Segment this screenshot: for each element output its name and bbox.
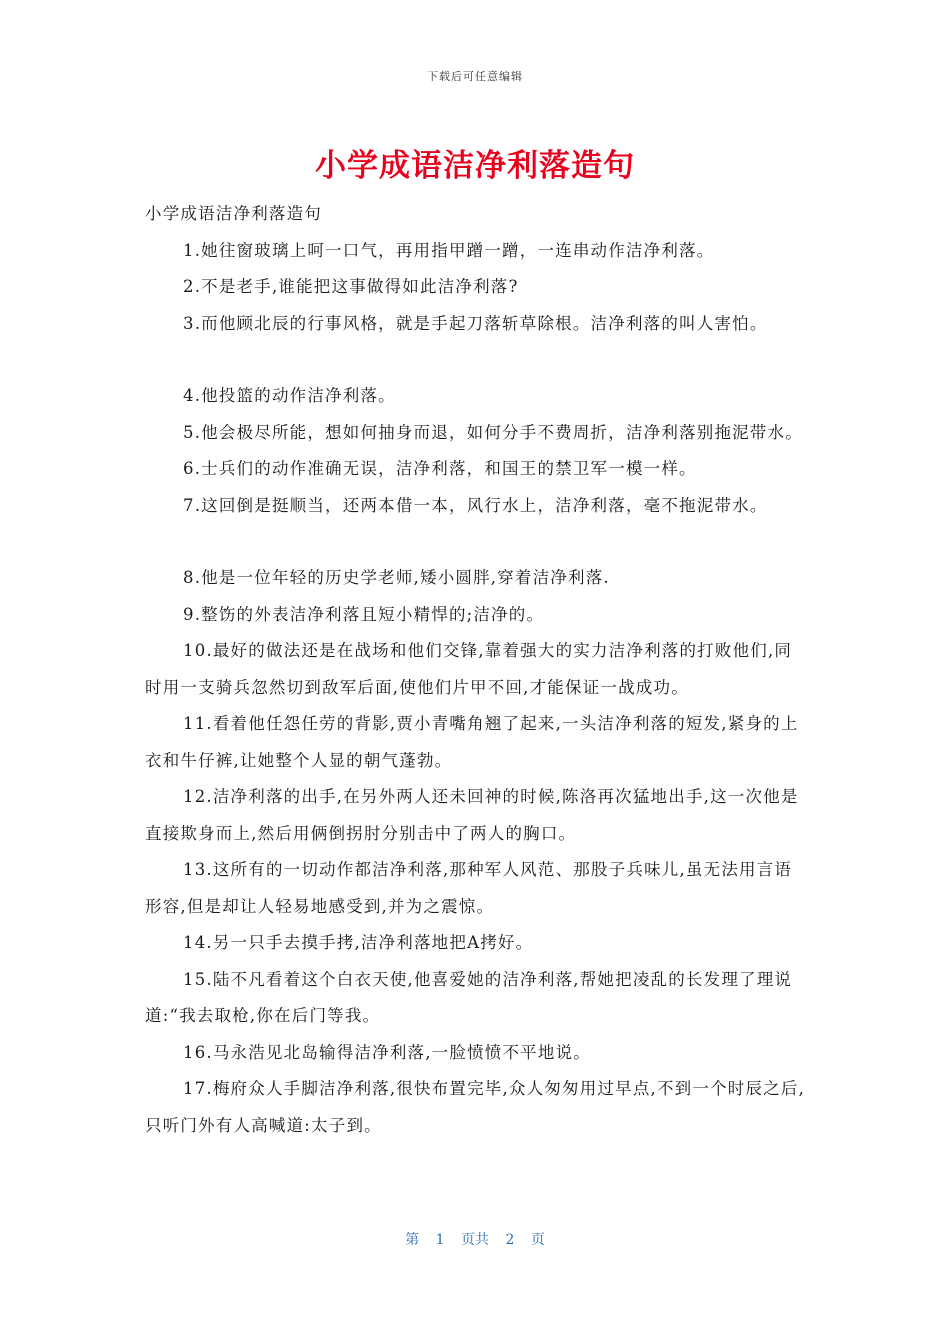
sentence-item: 13.这所有的一切动作都洁净利落,那种军人风范、那股子兵味儿,虽无法用言语形容,但是却让人轻易地感受到,并为之震惊。: [145, 860, 793, 916]
sentence-item: 11.看着他任怨任劳的背影,贾小青嘴角翘了起来,一头洁净利落的短发,紧身的上衣和牛仔裤,让她整个人显的朝气蓬勃。: [145, 714, 799, 770]
document-subtitle: 小学成语洁净利落造句: [145, 204, 322, 223]
footer-current-page: 1: [435, 1232, 445, 1248]
page-header-note: 下载后可任意编辑: [427, 70, 523, 83]
document-body: [145, 196, 807, 1144]
sentence-item: 1.她往窗玻璃上呵一口气，再用指甲蹭一蹭，一连串动作洁净利落。: [183, 240, 715, 260]
sentence-item: 5.他会极尽所能，想如何抽身而退，如何分手不费周折，洁净利落别拖泥带水。: [183, 422, 803, 442]
sentence-item: 2.不是老手,谁能把这事做得如此洁净利落?: [183, 277, 519, 296]
sentence-item: 12.洁净利落的出手,在另外两人还未回神的时候,陈洛再次猛地出手,这一次他是直接欺身而上,然后用俩倒拐肘分别击中了两人的胸口。: [145, 787, 799, 843]
sentence-item: 7.这回倒是挺顺当，还两本借一本，风行水上，洁净利落，毫不拖泥带水。: [183, 495, 768, 515]
sentence-item: 10.最好的做法还是在战场和他们交锋,靠着强大的实力洁净利落的打败他们,同时用一支骑兵忽然切到敌军后面,使他们片甲不回,才能保证一战成功。: [145, 641, 793, 697]
page-footer: [0, 1229, 950, 1249]
footer-end-label: 页: [530, 1232, 545, 1248]
footer-total-pages: 2: [505, 1232, 515, 1248]
sentence-item: 6.士兵们的动作准确无误，洁净利落，和国王的禁卫军一模一样。: [183, 459, 697, 478]
sentence-item: 16.马永浩见北岛输得洁净利落,一脸愤愤不平地说。: [183, 1042, 591, 1062]
sentence-item: 9.整饬的外表洁净利落且短小精悍的;洁净的。: [183, 604, 545, 624]
sentence-item: 14.另一只手去摸手拷,洁净利落地把A拷好。: [183, 933, 534, 952]
sentence-item: 3.而他顾北辰的行事风格，就是手起刀落斩草除根。洁净利落的叫人害怕。: [183, 313, 768, 333]
sentence-item: 15.陆不凡看着这个白衣天使,他喜爱她的洁净利落,帮她把凌乱的长发理了理说道:“我去取枪,你在后门等我。: [145, 969, 793, 1025]
footer-total-label: 页共: [461, 1232, 489, 1248]
footer-page-label: 第: [405, 1232, 420, 1248]
sentence-item: 17.梅府众人手脚洁净利落,很快布置完毕,众人匆匆用过早点,不到一个时辰之后,只听门外有人高喊道:太子到。: [145, 1079, 806, 1135]
sentence-item: 8.他是一位年轻的历史学老师,矮小圆胖,穿着洁净利落.: [183, 568, 610, 587]
document-title: 小学成语洁净利落造句: [315, 148, 635, 184]
sentence-item: 4.他投篮的动作洁净利落。: [183, 386, 396, 405]
